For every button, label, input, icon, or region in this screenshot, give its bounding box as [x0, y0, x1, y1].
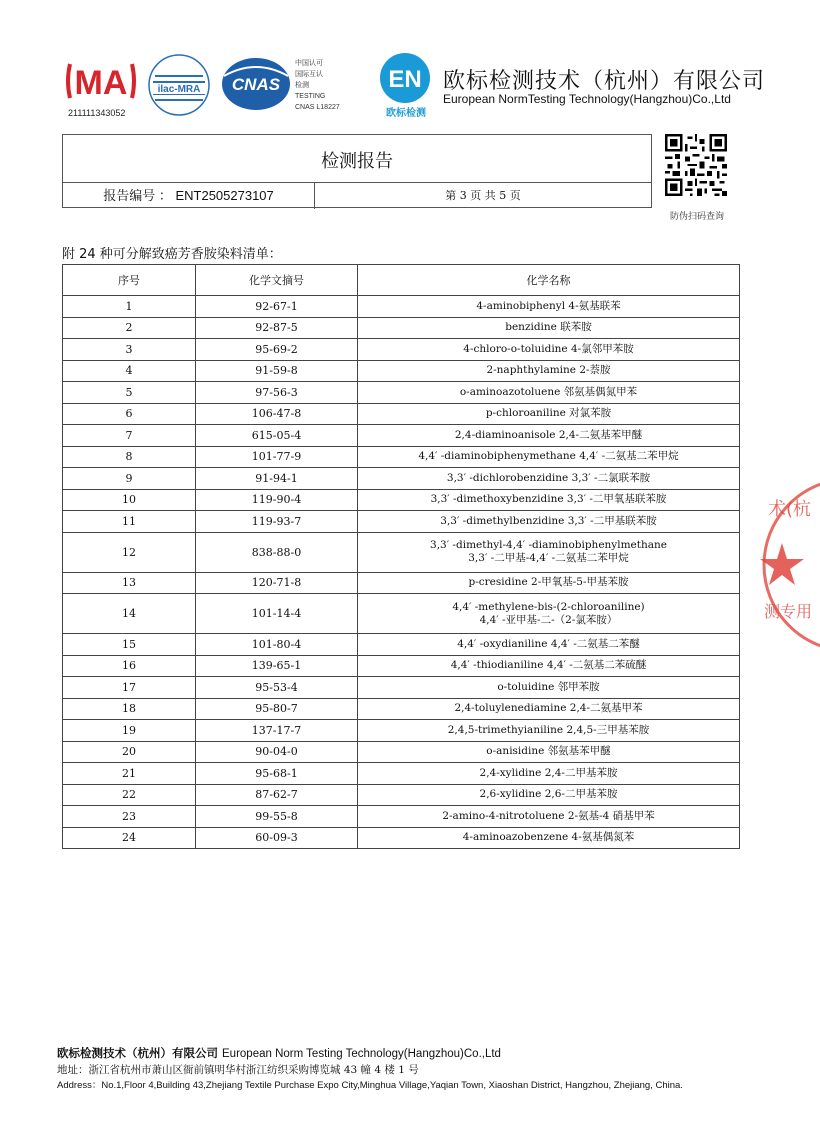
cell-cas: 92-67-1 [196, 296, 358, 318]
cnas-logo [220, 56, 292, 112]
cell-cas: 99-55-8 [196, 806, 358, 828]
cell-chemical-name [358, 446, 740, 468]
chemical-name-line: 2,4-xylidine 2,4-二甲基苯胺 [479, 766, 618, 779]
table-row [63, 446, 740, 468]
footer-company-en: European Norm Testing Technology(Hangzhou)Co.,Ltd [222, 1048, 501, 1060]
en-logo [378, 52, 432, 104]
chemical-name-line: p-chloroaniline 对氯苯胺 [485, 407, 612, 420]
table-row [63, 741, 740, 763]
cell-chemical-name [358, 806, 740, 828]
aromatic-amine-table [62, 264, 740, 849]
cell-chemical-name [358, 489, 740, 511]
table-row [63, 468, 740, 490]
cell-no: 6 [63, 403, 196, 425]
cell-cas: 106-47-8 [196, 403, 358, 425]
chemical-name-line: 4,4′ -diaminobiphenymethane 4,4′ -二氨基二苯甲烷 [418, 450, 679, 463]
ilac-mra-logo [147, 52, 211, 118]
table-row [63, 763, 740, 785]
cell-cas: 615-05-4 [196, 425, 358, 447]
footer-address-en: Address：No.1,Floor 4,Building 43,Zhejiang Textile Purchase Expo City,Minghua Village,Yaqian Town, Xiaoshan District, Hangzhou, Zhejiang, China. [57, 1080, 683, 1091]
svg-text:术(杭: 术(杭 [768, 499, 812, 520]
chemical-name-line: 3,3′ -二甲基-4,4′ -二氨基二苯甲烷 [468, 552, 629, 564]
chemical-name-line: p-cresidine 2-甲氧基-5-甲基苯胺 [468, 576, 629, 589]
cell-no: 7 [63, 425, 196, 447]
table-row [63, 634, 740, 656]
cell-cas: 101-80-4 [196, 634, 358, 656]
svg-text:CNAS: CNAS [231, 75, 281, 94]
chemical-name-line: 2,6-xylidine 2,6-二甲基苯胺 [479, 788, 618, 801]
chemical-name-line: 4,4′ -oxydianiline 4,4′ -二氨基二苯醚 [457, 637, 640, 650]
cell-cas: 838-88-0 [196, 532, 358, 572]
cell-chemical-name [358, 655, 740, 677]
cell-cas: 95-80-7 [196, 698, 358, 720]
svg-text:ilac-MRA: ilac-MRA [157, 84, 201, 95]
en-logo-label: 欧标检测 [386, 108, 426, 119]
cell-cas: 95-53-4 [196, 677, 358, 699]
cell-cas: 119-90-4 [196, 489, 358, 511]
cell-cas: 101-77-9 [196, 446, 358, 468]
table-row [63, 572, 740, 594]
cell-no: 11 [63, 511, 196, 533]
cell-no: 10 [63, 489, 196, 511]
cell-no: 24 [63, 827, 196, 849]
footer-address-cn: 地址：浙江省杭州市萧山区衙前镇明华村浙江纺织采购博览城 43 幢 4 楼 1 号 [57, 1064, 419, 1076]
col-header-name: 化学名称 [358, 265, 740, 296]
svg-text:EN: EN [388, 66, 422, 93]
table-row [63, 698, 740, 720]
report-number: 报告编号 ： ENT2505273107 [63, 183, 315, 209]
table-row [63, 784, 740, 806]
chemical-name-line: 4-aminoazobenzene 4-氨基偶氮苯 [462, 831, 635, 844]
cell-cas: 95-68-1 [196, 763, 358, 785]
chemical-name-line: o-aminoazotoluene 邻氨基偶氮甲苯 [459, 385, 638, 398]
cell-no: 4 [63, 360, 196, 382]
chemical-name-line: 3,3′ -dimethoxybenzidine 3,3′ -二甲氧基联苯胺 [430, 493, 667, 506]
cnas-info-line: 检测 [295, 82, 309, 89]
cell-chemical-name [358, 784, 740, 806]
cell-no: 12 [63, 532, 196, 572]
cell-cas: 90-04-0 [196, 741, 358, 763]
company-name-en: European NormTesting Technology(Hangzhou)Co.,Ltd [443, 92, 731, 106]
cell-cas: 120-71-8 [196, 572, 358, 594]
table-row [63, 425, 740, 447]
list-intro: 附 24 种可分解致癌芳香胺染料清单： [62, 247, 282, 262]
footer-company-cn: 欧标检测技术（杭州）有限公司 [57, 1046, 218, 1060]
table-row [63, 594, 740, 634]
cell-cas: 91-94-1 [196, 468, 358, 490]
chemical-name-line: 4-chloro-o-toluidine 4-氯邻甲苯胺 [463, 342, 634, 355]
cell-cas: 101-14-4 [196, 594, 358, 634]
cell-no: 1 [63, 296, 196, 318]
cell-cas: 95-69-2 [196, 339, 358, 361]
table-row [63, 827, 740, 849]
cell-chemical-name [358, 572, 740, 594]
cell-chemical-name [358, 425, 740, 447]
report-title-box [62, 134, 652, 208]
cnas-info-line: CNAS L18227 [295, 104, 340, 111]
chemical-name-line: o-anisidine 邻氨基苯甲醚 [486, 745, 611, 758]
col-header-cas: 化学文摘号 [196, 265, 358, 296]
cell-no: 13 [63, 572, 196, 594]
footer-company [57, 1045, 501, 1061]
table-row [63, 532, 740, 572]
page-info: 第 3 页 共 5 页 [445, 189, 521, 202]
table-row [63, 655, 740, 677]
cell-chemical-name [358, 720, 740, 742]
chemical-name-line: 4-aminobiphenyl 4-氨基联苯 [476, 299, 621, 312]
cell-no: 5 [63, 382, 196, 404]
table-row [63, 339, 740, 361]
cell-no: 14 [63, 594, 196, 634]
cell-no: 3 [63, 339, 196, 361]
table-row [63, 489, 740, 511]
svg-text:MA: MA [74, 64, 128, 102]
cell-chemical-name [358, 339, 740, 361]
report-info-row [63, 182, 651, 209]
qr-label: 防伪扫码查询 [669, 212, 724, 222]
qr-code[interactable] [665, 134, 727, 196]
cell-chemical-name [358, 382, 740, 404]
chemical-name-line: 2,4,5-trimethyianiline 2,4,5-三甲基苯胺 [447, 723, 650, 736]
cell-no: 23 [63, 806, 196, 828]
cell-chemical-name [358, 532, 740, 572]
table-row [63, 403, 740, 425]
cell-no: 2 [63, 317, 196, 339]
cell-cas: 60-09-3 [196, 827, 358, 849]
table-row [63, 720, 740, 742]
cell-chemical-name [358, 741, 740, 763]
table-row [63, 360, 740, 382]
cell-chemical-name [358, 677, 740, 699]
cnas-info [295, 58, 340, 113]
chemical-name-line: 2-naphthylamine 2-萘胺 [486, 364, 611, 377]
cell-no: 9 [63, 468, 196, 490]
table-row [63, 677, 740, 699]
chemical-name-line: 4,4′ -methylene-bis-(2-chloroaniline) [452, 600, 645, 613]
cell-cas: 87-62-7 [196, 784, 358, 806]
cell-cas: 92-87-5 [196, 317, 358, 339]
chemical-name-line: 3,3′ -dimethyl-4,4′ -diaminobiphenylmethane [430, 539, 667, 551]
chemical-name-line: 3,3′ -dimethylbenzidine 3,3′ -二甲基联苯胺 [440, 514, 657, 527]
table-row [63, 382, 740, 404]
cell-no: 8 [63, 446, 196, 468]
cell-chemical-name [358, 698, 740, 720]
chemical-name-line: benzidine 联苯胺 [505, 321, 592, 334]
chemical-name-line: 2,4-diaminoanisole 2,4-二氨基苯甲醚 [454, 428, 643, 441]
cell-chemical-name [358, 763, 740, 785]
cell-no: 18 [63, 698, 196, 720]
cma-logo [62, 56, 140, 106]
table-row [63, 317, 740, 339]
chemical-name-line: o-toluidine 邻甲苯胺 [497, 680, 600, 693]
chemical-name-line: 4,4′ -thiodianiline 4,4′ -二氨基二苯硫醚 [450, 659, 647, 672]
table-header-row [63, 265, 740, 296]
chemical-name-line: 2,4-toluylenediamine 2,4-二氨基甲苯 [454, 702, 643, 715]
svg-text:测专用: 测专用 [764, 602, 813, 621]
cell-chemical-name [358, 594, 740, 634]
cnas-info-line: TESTING [295, 93, 326, 100]
cell-chemical-name [358, 360, 740, 382]
chemical-name-line: 3,3′ -dichlorobenzidine 3,3′ -二氯联苯胺 [446, 471, 651, 484]
table-row [63, 806, 740, 828]
cell-chemical-name [358, 317, 740, 339]
cell-no: 19 [63, 720, 196, 742]
report-title: 检测报告 [321, 151, 393, 172]
cnas-info-line: 国际互认 [295, 71, 323, 78]
cell-chemical-name [358, 468, 740, 490]
cell-chemical-name [358, 511, 740, 533]
chemical-name-line: 2-amino-4-nitrotoluene 2-氨基-4 硝基甲苯 [442, 809, 655, 822]
cell-no: 17 [63, 677, 196, 699]
company-name-cn: 欧标检测技术（杭州）有限公司 [443, 69, 766, 94]
cell-no: 15 [63, 634, 196, 656]
cell-no: 16 [63, 655, 196, 677]
chemical-name-line: 4,4′ -亚甲基-二-（2-氯苯胺） [479, 613, 618, 626]
table-row [63, 296, 740, 318]
cell-no: 20 [63, 741, 196, 763]
cell-cas: 91-59-8 [196, 360, 358, 382]
col-header-no: 序号 [63, 265, 196, 296]
table-row [63, 511, 740, 533]
cell-cas: 137-17-7 [196, 720, 358, 742]
cell-no: 22 [63, 784, 196, 806]
cell-chemical-name [358, 827, 740, 849]
cell-cas: 97-56-3 [196, 382, 358, 404]
cell-cas: 119-93-7 [196, 511, 358, 533]
official-stamp [760, 475, 820, 655]
cell-chemical-name [358, 634, 740, 656]
cma-number: 211111343052 [68, 108, 126, 118]
cell-chemical-name [358, 403, 740, 425]
cnas-info-line: 中国认可 [295, 60, 323, 67]
cell-no: 21 [63, 763, 196, 785]
cell-chemical-name [358, 296, 740, 318]
cell-cas: 139-65-1 [196, 655, 358, 677]
